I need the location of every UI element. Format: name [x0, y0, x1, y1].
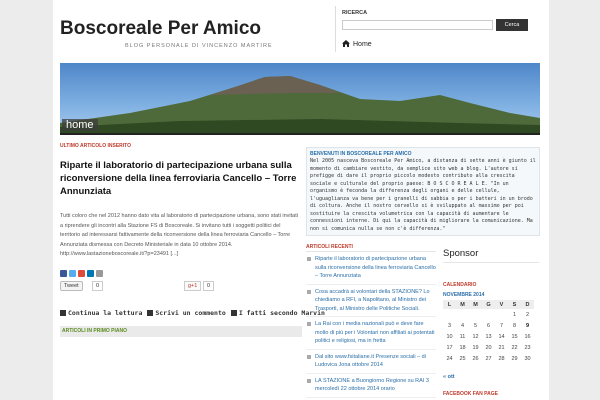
- linkedin-icon[interactable]: [87, 270, 94, 277]
- facts-label: I fatti secondo Marvin: [238, 309, 325, 317]
- calendar-day: [456, 309, 469, 320]
- calendar-day: 5: [473, 322, 478, 329]
- calendar-day: [482, 309, 495, 320]
- calendar-day: 23: [524, 344, 531, 351]
- header-divider: [335, 6, 336, 52]
- calendar-day: 15: [511, 333, 518, 340]
- recent-item[interactable]: LA STAZIONE a Buongiorno Regione su RAI 3 mercoledì 22 ottobre 2014 orario: [306, 377, 436, 398]
- welcome-text: Nel 2005 nasceva Boscoreale Per Amico, a distanza di sette anni è giunto il momento di cambiare vestito, da semplice sito web a blog. L'autore si prefigge di dare il proprio piccolo modesto contributo alla crescita sociale e culturale del proprio paese: B O S C O R E A L E. "In un organismo è feconda la differenza degli organi e delle cellule, l'uguaglianza va bene per i granelli di sabbia o per i batteri in un brodo di coltura. Anche il nostro cervello si è sviluppato al massimo per poi sostituire la crescita volumetrica con la capacità di aumentare le connessioni interne. Di qui la capacità di migliorare la comunicazione. Ma non si comunica nulla se non c'è differenza.": [310, 158, 536, 232]
- calendar-day: 10: [446, 333, 453, 340]
- recent-item[interactable]: Cosa accadrà ai volontari della STAZIONE? Lo chiediamo a RFI, a Napolitano, al Ministro dei Trasporti, al Ministro delle Politiche Sociali.: [306, 288, 436, 318]
- calendar-day: 13: [485, 333, 492, 340]
- calendar-day: 12: [472, 333, 479, 340]
- calendar-day: 11: [459, 333, 466, 340]
- weekday: G: [482, 300, 495, 309]
- post-excerpt: Tutti coloro che nel 2012 hanno dato vita al laboratorio di partecipazione urbana, sono stati invitati a riprendere gli incontri alla Stazione FS di Boscoreale. Si invitano tutti i soggetti politici del territorio ad interessarsi fattivamente della riconversione della linea ferroviaria Cancello – Torre Annunziata dismessa con Decreto Ministeriale in data 10 ottobre 2014. http://www.lastazioneboscoreale.it/?p=23491 [...]: [60, 213, 298, 257]
- post-actions: [60, 309, 325, 317]
- weekday: D: [521, 300, 534, 309]
- weekday: L: [443, 300, 456, 309]
- calendar-day: 17: [446, 344, 453, 351]
- recent-item[interactable]: Riparte il laboratorio di partecipazione urbana sulla riconversione della linea ferroviaria Cancello – Torre Annunziata: [306, 255, 436, 285]
- recent-item[interactable]: Dal sito www.fsitaliane.it Presenze sociali – di Ludovica Jona ottobre 2014: [306, 353, 436, 374]
- search-label: RICERCA: [342, 10, 368, 16]
- calendar-day: 30: [524, 355, 531, 362]
- tweet-button[interactable]: [60, 281, 83, 291]
- weekday: V: [495, 300, 508, 309]
- comment-label: Scrivi un commento: [155, 309, 226, 317]
- calendar-day: 8: [512, 322, 517, 329]
- calendar-day: 26: [472, 355, 479, 362]
- calendar-day: 3: [447, 322, 452, 329]
- calendar-day: 28: [498, 355, 505, 362]
- calendar-day: 27: [485, 355, 492, 362]
- sponsor-title: Sponsor: [443, 248, 479, 259]
- calendar-day: 1: [512, 311, 517, 318]
- calendar-table: [443, 300, 534, 364]
- page: [53, 0, 549, 400]
- tweet-label: Tweet: [64, 283, 79, 289]
- welcome-title: BENVENUTI IN BOSCOREALE PER AMICO: [310, 151, 412, 157]
- home-icon: [342, 40, 350, 49]
- vesuvius-image: [60, 63, 540, 133]
- search-button[interactable]: Cerca: [496, 19, 528, 31]
- tweet-count: 0: [92, 281, 103, 291]
- gplus-button[interactable]: g+1: [184, 281, 201, 291]
- calendar-day: 14: [498, 333, 505, 340]
- calendar-day: 18: [459, 344, 466, 351]
- calendar-day: 25: [459, 355, 466, 362]
- calendar-day: 24: [446, 355, 453, 362]
- gplus-count: 0: [203, 281, 214, 291]
- site-tagline: BLOG PERSONALE DI VINCENZO MARTIRE: [125, 43, 273, 49]
- calendar-day: 21: [498, 344, 505, 351]
- calendar-day: 20: [485, 344, 492, 351]
- site-title[interactable]: Boscoreale Per Amico: [60, 18, 261, 39]
- latest-label: ULTIMO ARTICOLO INSERITO: [60, 143, 132, 149]
- post-title[interactable]: Riparte il laboratorio di partecipazione urbana sulla riconversione della linea ferroviaria Cancello – Torre Annunziata: [60, 160, 297, 197]
- calendar-day: 19: [472, 344, 479, 351]
- calendar-day: 22: [511, 344, 518, 351]
- hero-strip: [60, 133, 540, 135]
- hero-label: home: [62, 119, 98, 131]
- calendar-day: [443, 309, 456, 320]
- facebook-title: FACEBOOK FAN PAGE: [443, 391, 498, 397]
- calendar-day: 4: [460, 322, 465, 329]
- calendar-prev-link[interactable]: « ott: [443, 374, 455, 380]
- comment-link[interactable]: [147, 309, 225, 317]
- calendar-day: 2: [525, 311, 530, 318]
- welcome-box: [306, 147, 540, 236]
- calendar-day: [469, 309, 482, 320]
- recent-item[interactable]: La Rai con i media nazionali può e deve fare molto di più per i Volontari non affiliati ai potentati politici e religiosi, ma in fretta: [306, 320, 436, 350]
- weekday: M: [469, 300, 482, 309]
- hero-banner: [60, 63, 540, 133]
- recent-title: ARTICOLI RECENTI: [306, 244, 353, 250]
- document-icon: [60, 310, 66, 316]
- calendar-day: 7: [499, 322, 504, 329]
- recent-divider: [306, 251, 436, 252]
- nav-home-label: Home: [353, 41, 372, 48]
- calendar-day: 6: [486, 322, 491, 329]
- facebook-icon[interactable]: [60, 270, 67, 277]
- calendar-title: CALENDARIO: [443, 282, 477, 288]
- continue-label: Continua la lettura: [68, 309, 143, 317]
- calendar-day: 16: [524, 333, 531, 340]
- search-input[interactable]: [342, 20, 493, 30]
- weekday: M: [456, 300, 469, 309]
- share-icons: [60, 270, 103, 277]
- google-icon[interactable]: [78, 270, 85, 277]
- folder-icon: [231, 310, 237, 316]
- calendar-day: [495, 309, 508, 320]
- primo-piano-bar: ARTICOLI IN PRIMO PIANO: [60, 326, 302, 337]
- sponsor-divider: [443, 262, 539, 263]
- recent-list: [306, 255, 436, 400]
- comment-icon: [147, 310, 153, 316]
- twitter-icon[interactable]: [69, 270, 76, 277]
- calendar-day-link[interactable]: 9: [525, 322, 530, 329]
- weekday: S: [508, 300, 521, 309]
- continue-link[interactable]: [60, 309, 142, 317]
- calendar-day: 29: [511, 355, 518, 362]
- calendar-caption: NOVEMBRE 2014: [443, 292, 485, 298]
- nav-home[interactable]: [342, 40, 372, 49]
- email-icon[interactable]: [96, 270, 103, 277]
